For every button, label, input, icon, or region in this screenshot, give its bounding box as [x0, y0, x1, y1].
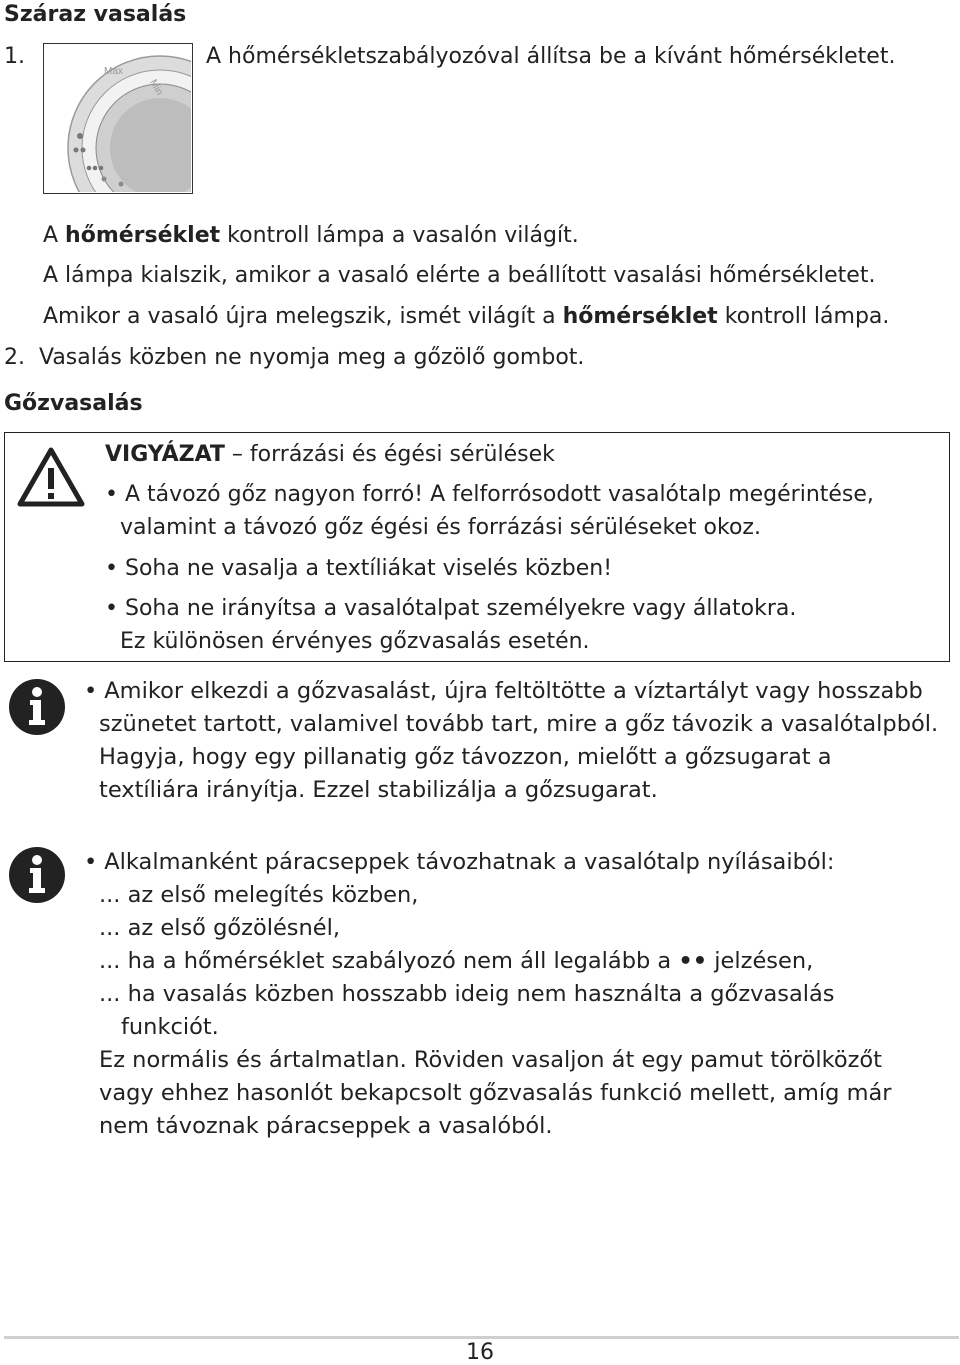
info-2-line-3: ... az első gőzölésnél,: [99, 915, 341, 941]
warning-bullet-2: • Soha ne vasalja a textíliákat viselés közben!: [105, 552, 612, 585]
step-1-number: 1.: [4, 44, 25, 69]
warning-bullet-3-line-1: • Soha ne irányítsa a vasalótalpat személyekre vagy állatokra.: [105, 592, 796, 625]
info-2-line-8: vagy ehhez hasonlót bekapcsolt gőzvasalás funkció mellett, amíg már: [99, 1080, 892, 1106]
warning-bullet-1-line-2: valamint a távozó gőz égési és forrázási sérüléseket okoz.: [120, 515, 761, 540]
warning-heading: VIGYÁZAT – forrázási és égési sérülések: [105, 442, 555, 467]
dial-max-label: Max: [104, 66, 123, 77]
section-title-dry-ironing: Száraz vasalás: [4, 2, 187, 27]
page-number: 16: [466, 1340, 494, 1365]
warning-bullet-3-line-2: Ez különösen érvényes gőzvasalás esetén.: [120, 629, 590, 654]
lamp-line-1: A hőmérséklet kontroll lámpa a vasalón világít.: [43, 223, 579, 248]
info-1-line-2: szünetet tartott, valamivel tovább tart, mire a gőz távozik a vasalótalpból.: [99, 711, 939, 737]
info-1-line-3: Hagyja, hogy egy pillanatig gőz távozzon, mielőtt a gőzsugarat a: [99, 744, 832, 770]
dial-min-label: Min: [147, 77, 165, 98]
info-1-line-1: • Amikor elkezdi a gőzvasalást, újra feltöltötte a víztartályt vagy hosszabb: [84, 675, 923, 708]
step-1-text: A hőmérsékletszabályozóval állítsa be a kívánt hőmérsékletet.: [206, 44, 896, 69]
info-1-line-4: textíliára irányítja. Ezzel stabilizálja a gőzsugarat.: [99, 777, 658, 803]
info-2-line-4: ... ha a hőmérséklet szabályozó nem áll legalább a •• jelzésen,: [99, 948, 814, 974]
info-2-line-2: ... az első melegítés közben,: [99, 882, 419, 908]
step-2: 2. Vasalás közben ne nyomja meg a gőzölő gombot.: [4, 345, 585, 370]
dial-dots-symbol: ••: [678, 948, 708, 974]
info-icon: [8, 846, 66, 904]
warning-bullet-1-line-1: • A távozó gőz nagyon forró! A felforrósodott vasalótalp megérintése,: [105, 478, 874, 511]
lamp-bold-word-2: hőmérséklet: [562, 304, 718, 329]
info-2-line-6: funkciót.: [121, 1014, 219, 1040]
info-2-line-9: nem távoznak páracseppek a vasalóból.: [99, 1113, 553, 1139]
info-2-line-1: • Alkalmanként páracseppek távozhatnak a vasalótalp nyílásaiból:: [84, 846, 834, 879]
info-icon: [8, 678, 66, 736]
lamp-bold-word: hőmérséklet: [65, 223, 221, 248]
temperature-dial-illustration: [43, 43, 193, 194]
info-2-line-5: ... ha vasalás közben hosszabb ideig nem használta a gőzvasalás: [99, 981, 835, 1007]
footer-divider: [4, 1336, 959, 1339]
warning-triangle-icon: [16, 445, 86, 509]
info-2-line-7: Ez normális és ártalmatlan. Röviden vasaljon át egy pamut törölközőt: [99, 1047, 883, 1073]
lamp-line-2: A lámpa kialszik, amikor a vasaló elérte a beállított vasalási hőmérsékletet.: [43, 263, 876, 288]
lamp-line-3: Amikor a vasaló újra melegszik, ismét világít a hőmérséklet kontroll lámpa.: [43, 304, 890, 329]
section-title-steam-ironing: Gőzvasalás: [4, 391, 143, 416]
